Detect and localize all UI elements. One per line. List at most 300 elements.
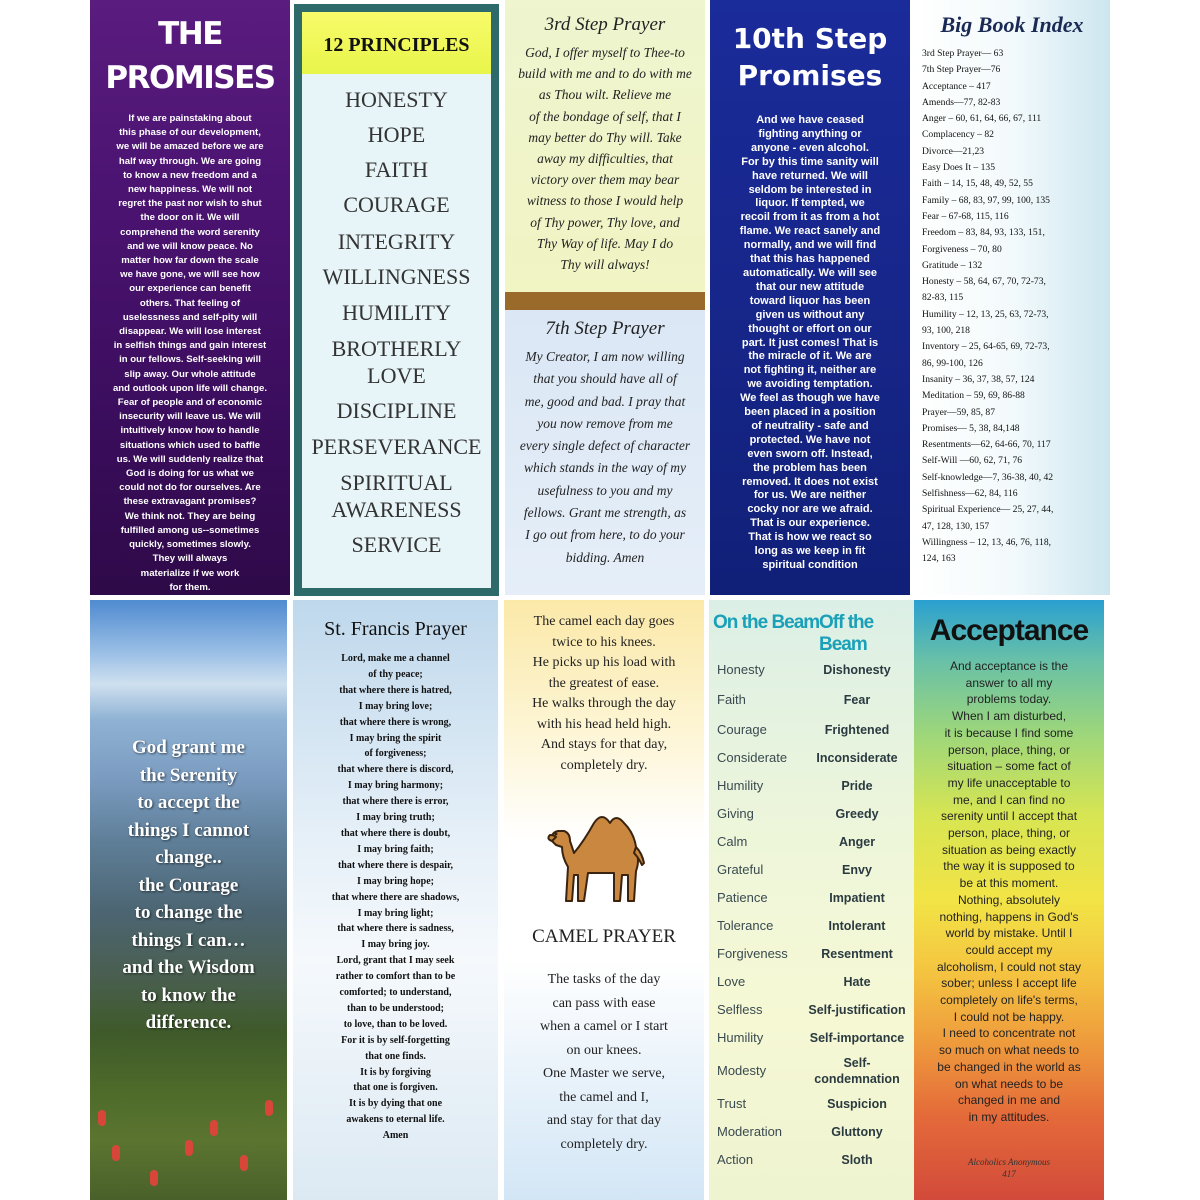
- tenth-step-line: part. It just comes! That is: [741, 336, 879, 349]
- acceptance-title: Acceptance: [929, 614, 1089, 647]
- st-francis-line: I may bring love;: [358, 700, 433, 712]
- acceptance-line: And acceptance is the: [949, 659, 1069, 673]
- index-entry: Acceptance – 417: [922, 80, 991, 92]
- off-beam-item: Gluttony: [831, 1125, 883, 1139]
- promises-line: these extravagant promises?: [123, 496, 257, 508]
- promises-line: quickly, sometimes slowly.: [129, 539, 251, 551]
- tenth-step-line: we avoiding temptation.: [747, 378, 873, 391]
- serenity-line: to accept the: [137, 792, 240, 813]
- serenity-line: the Courage: [138, 874, 239, 896]
- camel-intro-line: the greatest of ease.: [548, 675, 660, 691]
- acceptance-line: completely on life's terms,: [940, 993, 1078, 1008]
- tenth-step-line: not fighting it, neither are: [743, 364, 877, 377]
- tenth-step-line: that this has happened: [750, 253, 870, 266]
- third-step-line: Thy Way of life. May I do: [536, 235, 674, 251]
- st-francis-line: that where there is doubt,: [340, 827, 451, 839]
- acceptance-line: answer to all my: [965, 675, 1053, 690]
- tenth-step-title: [710, 20, 910, 94]
- camel-prayer-line: The tasks of the day: [547, 972, 661, 987]
- promises-line: intuitively know how to handle: [120, 425, 260, 437]
- tenth-step-line: recoil from it as from a hot: [740, 211, 880, 224]
- acceptance-line: changed in me and: [957, 1093, 1061, 1108]
- tenth-step-line: We feel as though we have: [740, 392, 880, 405]
- tenth-step-line: removed. It does not exist: [742, 475, 878, 488]
- on-beam-item: Grateful: [717, 862, 764, 877]
- principles-bookmark: [294, 4, 499, 596]
- promises-line: comprehend the word serenity: [120, 226, 260, 238]
- st-francis-prayer-bookmark: [293, 600, 498, 1200]
- third-step-text: [505, 42, 705, 275]
- promises-line: half way through. We are going: [118, 155, 262, 167]
- index-entry: Self-Will —60, 62, 71, 76: [922, 455, 1023, 467]
- seventh-step-title: 7th Step Prayer: [545, 318, 665, 339]
- on-beam-item: Humility: [717, 778, 764, 793]
- st-francis-line: to love, than to be loved.: [343, 1018, 448, 1030]
- acceptance-line: the way it is supposed to: [943, 859, 1075, 874]
- st-francis-line: I may bring faith;: [357, 843, 434, 855]
- acceptance-line: on what needs to be: [954, 1076, 1064, 1091]
- on-the-beam-heading: On the Beam: [713, 612, 820, 633]
- st-francis-line: Lord, make me a channel: [341, 653, 450, 664]
- tenth-step-line: protected. We have not: [749, 433, 871, 446]
- serenity-line: difference.: [145, 1012, 232, 1033]
- camel-intro-line: He walks through the day: [532, 696, 676, 711]
- acceptance-line: situation as being exactly: [941, 842, 1077, 857]
- st-francis-line: that where there is hatred,: [339, 684, 452, 696]
- principle-item: BROTHERLY: [331, 336, 462, 361]
- camel-intro-line: He picks up his load with: [532, 655, 676, 670]
- camel-prayer-text: [504, 968, 704, 1156]
- index-entry: Complacency – 82: [922, 129, 994, 141]
- promises-line: and we will know peace. No: [127, 240, 253, 252]
- index-entry: Fear – 67-68, 115, 116: [922, 210, 1009, 222]
- index-entry: Gratitude – 132: [922, 259, 983, 271]
- promises-line: the door on it. We will: [140, 212, 240, 224]
- acceptance-line: Nothing, absolutely: [957, 892, 1061, 907]
- third-step-line: of the bondage of self, that I: [529, 108, 681, 124]
- serenity-line: things I can…: [131, 929, 246, 951]
- off-beam-item: Self- condemnation: [814, 1056, 900, 1086]
- index-entry: Divorce—21,23: [922, 145, 985, 157]
- principle-item: FAITH: [364, 157, 429, 182]
- off-beam-item: Inconsiderate: [816, 751, 898, 765]
- principle-item: AWARENESS: [331, 497, 462, 522]
- tenth-step-line: long as we keep in fit: [754, 545, 866, 558]
- serenity-line: things I cannot: [127, 819, 250, 841]
- tenth-step-line: been placed in a position: [744, 406, 876, 419]
- tenth-step-line: even sworn off. Instead,: [747, 447, 873, 460]
- promises-line: for them.: [169, 581, 211, 593]
- promises-line: insecurity will leave us. We will: [119, 411, 261, 423]
- index-entry: Faith – 14, 15, 48, 49, 52, 55: [922, 178, 1033, 190]
- principle-item: COURAGE: [343, 192, 450, 217]
- tenth-step-line: And we have ceased: [756, 114, 864, 126]
- tenth-step-title-line1: 10th Step: [732, 22, 888, 55]
- tenth-step-line: thought or effort on our: [748, 322, 872, 335]
- principle-item: WILLINGNESS: [322, 264, 471, 289]
- flower-decoration: [210, 1120, 218, 1136]
- off-beam-item: Pride: [841, 779, 873, 793]
- tenth-step-line: of neutrality - safe and: [751, 419, 869, 432]
- index-entry: Meditation – 59, 69, 86-88: [922, 390, 1025, 402]
- promises-line: in our fellows. Self-seeking will: [119, 354, 261, 366]
- serenity-line: to change the: [134, 902, 243, 923]
- seventh-step-line: me, good and bad. I pray that: [524, 393, 686, 409]
- st-francis-line: comforted; to understand,: [339, 987, 452, 999]
- serenity-line: God grant me: [132, 737, 245, 758]
- on-beam-item: Forgiveness: [717, 946, 788, 961]
- serenity-line: to know the: [140, 984, 236, 1006]
- promises-line: we will be amazed before we are: [116, 141, 264, 153]
- on-beam-item: Faith: [717, 692, 746, 707]
- acceptance-line: it is because I find some: [944, 725, 1074, 740]
- promises-line: us. We will suddenly realize that: [116, 453, 264, 465]
- principle-item: DISCIPLINE: [336, 398, 457, 423]
- promises-line: regret the past nor wish to shut: [118, 198, 262, 210]
- acceptance-line: person, place, thing, or: [947, 742, 1071, 757]
- on-beam-item: Courage: [717, 722, 767, 737]
- camel-intro-line: And stays for that day,: [540, 737, 668, 752]
- acceptance-line: so much on what needs to: [938, 1043, 1080, 1058]
- off-beam-item: Dishonesty: [823, 663, 891, 677]
- tenth-step-line: that our new attitude: [755, 280, 865, 293]
- index-entry: Easy Does It – 135: [922, 162, 996, 174]
- on-beam-item: Moderation: [717, 1124, 783, 1139]
- st-francis-line: Amen: [382, 1130, 409, 1142]
- on-beam-item: Modesty: [717, 1063, 767, 1078]
- promises-line: uselessness and self-pity will: [122, 311, 258, 323]
- serenity-line: the Serenity: [139, 764, 238, 786]
- off-beam-item: Impatient: [829, 891, 885, 905]
- seventh-step-line: I go out from here, to do your: [525, 527, 685, 543]
- camel-intro-line: The camel each day goes: [533, 614, 675, 629]
- index-entry: Freedom – 83, 84, 93, 133, 151,: [922, 227, 1045, 239]
- st-francis-line: I may bring harmony;: [347, 780, 444, 792]
- flower-decoration: [112, 1145, 120, 1161]
- index-entry: Inventory – 25, 64-65, 69, 72-73,: [922, 341, 1050, 353]
- camel-prayer-line: the camel and I,: [559, 1089, 649, 1105]
- third-step-line: as Thou wilt. Relieve me: [538, 87, 672, 103]
- seventh-step-line: which stands in the way of my: [524, 460, 686, 476]
- index-entry: 47, 128, 130, 157: [922, 520, 990, 532]
- st-francis-line: I may bring light;: [357, 907, 434, 919]
- on-beam-item: Calm: [717, 834, 748, 849]
- promises-line: we have gone, we will see how: [120, 269, 260, 281]
- tenth-step-line: have returned. We will: [752, 169, 868, 182]
- off-the-beam-heading: Off the Beam: [819, 612, 874, 655]
- tenth-step-line: flame. We react sanely and: [739, 225, 881, 238]
- camel-icon: [544, 783, 664, 908]
- acceptance-line: be at this moment.: [959, 876, 1059, 891]
- flower-decoration: [240, 1155, 248, 1171]
- seventh-step-line: that you should have all of: [533, 371, 677, 387]
- promises-line: to know a new freedom and a: [123, 169, 257, 181]
- camel-prayer-title: CAMEL PRAYER: [532, 926, 676, 947]
- st-francis-line: that where there are shadows,: [331, 891, 460, 903]
- tenth-step-line: That is our experience.: [750, 517, 870, 530]
- seventh-step-line: usefulness to you and my: [537, 482, 673, 498]
- promises-line: They will always: [152, 553, 228, 565]
- principle-item: SPIRITUAL: [340, 470, 453, 495]
- third-step-line: of Thy power, Thy love, and: [530, 214, 680, 230]
- acceptance-line: sober; unless I accept life: [941, 976, 1077, 991]
- third-step-line: God, I offer myself to Thee-to: [525, 45, 685, 60]
- tenth-step-line: the miracle of it. We are: [748, 350, 872, 363]
- off-beam-item: Fear: [843, 693, 871, 707]
- on-beam-item: Selfless: [717, 1002, 763, 1017]
- flower-decoration: [265, 1100, 273, 1116]
- on-beam-item: Tolerance: [717, 918, 774, 933]
- st-francis-line: It is by dying that one: [348, 1098, 443, 1110]
- off-beam-item: Suspicion: [827, 1097, 887, 1111]
- tenth-step-line: For by this time sanity will: [741, 155, 879, 168]
- st-francis-line: For it is by self-forgetting: [341, 1034, 450, 1046]
- acceptance-line: me, and I can find no: [952, 792, 1066, 807]
- index-entry: Spiritual Experience— 25, 27, 44,: [922, 504, 1054, 516]
- on-beam-item: Trust: [717, 1096, 747, 1111]
- tenth-step-line: cocky nor are we afraid.: [747, 503, 873, 516]
- promises-line: disappear. We will lose interest: [119, 326, 261, 338]
- st-francis-line: that one is forgiven.: [353, 1082, 438, 1094]
- st-francis-line: that where there is discord,: [337, 764, 454, 776]
- acceptance-source: [914, 1156, 1104, 1180]
- index-entry: Willingness – 12, 13, 46, 76, 118,: [922, 536, 1052, 548]
- promises-line: could not do for ourselves. Are: [119, 482, 261, 494]
- tenth-step-text: [710, 114, 910, 573]
- st-francis-line: than to be understood;: [347, 1002, 444, 1014]
- tenth-step-promises-bookmark: [710, 0, 910, 595]
- divider-bar: [505, 292, 705, 310]
- camel-prayer-line: completely dry.: [560, 1136, 648, 1152]
- acceptance-line: be changed in the world as: [937, 1059, 1081, 1074]
- third-step-line: away my difficulties, that: [537, 151, 673, 167]
- principle-item: PERSEVERANCE: [311, 434, 482, 459]
- index-entry: Resentments—62, 64-66, 70, 117: [922, 439, 1051, 451]
- index-entry: 124, 163: [922, 553, 956, 565]
- on-beam-item: Honesty: [717, 662, 765, 677]
- acceptance-text: [914, 658, 1104, 1126]
- st-francis-line: that where there is sadness,: [337, 923, 454, 935]
- third-step-title: 3rd Step Prayer: [544, 14, 666, 35]
- promises-line: materialize if we work: [140, 567, 240, 579]
- principle-item: SERVICE: [351, 532, 442, 557]
- serenity-prayer-bookmark: [90, 600, 287, 1200]
- serenity-line: and the Wisdom: [122, 957, 255, 978]
- tenth-step-line: liquor. If tempted, we: [755, 197, 865, 210]
- index-entry: 93, 100, 218: [922, 325, 970, 337]
- principle-item: HOPE: [367, 122, 426, 147]
- principle-item: LOVE: [367, 363, 426, 388]
- st-francis-line: I may bring the spirit: [349, 732, 442, 744]
- camel-intro-line: twice to his knees.: [552, 634, 656, 650]
- acceptance-line: alcoholism, I could not stay: [936, 959, 1082, 974]
- tenth-step-line: for us. We are neither: [753, 489, 867, 502]
- st-francis-line: awakens to eternal life.: [346, 1114, 445, 1126]
- acceptance-line: situation – some fact of: [947, 759, 1071, 774]
- tenth-step-line: seldom be interested in: [748, 183, 872, 196]
- tenth-step-line: automatically. We will see: [742, 266, 878, 279]
- flower-decoration: [98, 1110, 106, 1126]
- off-beam-item: Hate: [843, 975, 871, 989]
- tenth-step-line: given us without any: [755, 308, 865, 321]
- promises-line: slip away. Our whole attitude: [124, 368, 256, 380]
- st-francis-line: of thy peace;: [368, 668, 423, 680]
- flower-decoration: [150, 1170, 158, 1186]
- camel-intro-line: completely dry.: [560, 757, 648, 773]
- third-step-line: victory over them may bear: [530, 172, 680, 188]
- big-book-title: Big Book Index: [940, 12, 1084, 37]
- st-francis-text: [293, 651, 498, 1144]
- off-beam-item: Intolerant: [828, 919, 886, 933]
- tenth-step-title-line2: Promises: [737, 59, 883, 92]
- promises-line: matter how far down the scale: [121, 255, 259, 267]
- camel-intro-line: with his head held high.: [536, 716, 672, 732]
- acceptance-line: When I am disturbed,: [951, 709, 1067, 724]
- index-entry: Anger – 60, 61, 64, 66, 67, 111: [922, 113, 1042, 125]
- index-entry: Honesty – 58, 64, 67, 70, 72-73,: [922, 276, 1046, 288]
- off-beam-item: Sloth: [841, 1153, 873, 1167]
- tenth-step-line: normally, and we will find: [743, 239, 877, 252]
- promises-text: [90, 112, 290, 595]
- seventh-step-line: My Creator, I am now willing: [525, 349, 685, 364]
- seventh-step-prayer-bookmark: [505, 310, 705, 595]
- third-step-line: may better do Thy will. Take: [528, 129, 682, 145]
- seventh-step-line: bidding. Amen: [565, 549, 645, 565]
- st-francis-title: St. Francis Prayer: [324, 618, 467, 640]
- st-francis-line: Lord, grant that I may seek: [336, 955, 455, 967]
- tenth-step-line: spiritual condition: [762, 559, 858, 571]
- principles-title: 12 PRINCIPLES: [302, 12, 491, 74]
- principle-item: HUMILITY: [342, 300, 451, 325]
- camel-prayer-bookmark: [504, 600, 704, 1200]
- index-entry: 7th Step Prayer—76: [922, 64, 1001, 76]
- promises-line: situations which used to baffle: [119, 439, 261, 451]
- off-beam-item: Self-importance: [809, 1031, 905, 1045]
- tenth-step-line: fighting anything or: [758, 127, 862, 140]
- third-step-line: build with me and to do with me: [518, 66, 692, 82]
- camel-prayer-line: and stay for that day: [546, 1113, 662, 1128]
- tenth-step-line: That is how we react so: [748, 531, 872, 544]
- index-entry: Amends—77, 82-83: [922, 96, 1001, 108]
- st-francis-line: that one finds.: [365, 1050, 426, 1062]
- promises-line: God is doing for us what we: [126, 468, 254, 480]
- acceptance-line: I need to concentrate not: [942, 1026, 1076, 1041]
- st-francis-line: that where there is despair,: [337, 859, 454, 871]
- on-beam-item: Love: [717, 974, 746, 989]
- acceptance-bookmark: [914, 600, 1104, 1200]
- acceptance-line: person, place, thing, or: [947, 826, 1071, 841]
- on-beam-item: Patience: [717, 890, 768, 905]
- third-step-prayer-bookmark: [505, 0, 705, 292]
- acceptance-line: world by mistake. Until I: [945, 926, 1073, 941]
- promises-line: Fear of people and of economic: [117, 397, 263, 409]
- promises-line: fulfilled among us--sometimes: [120, 524, 260, 536]
- seventh-step-line: you now remove from me: [537, 415, 673, 431]
- off-beam-item: Envy: [842, 863, 872, 877]
- seventh-step-text: [505, 346, 705, 569]
- st-francis-line: I may bring joy.: [361, 939, 430, 951]
- beam-bookmark: [709, 600, 914, 1200]
- off-beam-item: Frightened: [824, 723, 890, 737]
- index-entry: Self-knowledge—7, 36-38, 40, 42: [922, 471, 1054, 483]
- promises-title: THE PROMISES: [105, 16, 275, 96]
- big-book-index-bookmark: [914, 0, 1110, 595]
- index-entry: Forgiveness – 70, 80: [922, 243, 1002, 255]
- index-entry: 82-83, 115: [922, 292, 964, 304]
- index-entry: Family – 68, 83, 97, 99, 100, 135: [922, 194, 1050, 206]
- st-francis-line: that where there is error,: [342, 796, 449, 808]
- serenity-line: change..: [155, 847, 222, 868]
- on-beam-item: Action: [717, 1152, 754, 1167]
- principle-item: HONESTY: [345, 87, 448, 112]
- big-book-index-list: [914, 46, 1110, 568]
- tenth-step-line: toward liquor has been: [749, 294, 871, 307]
- index-entry: Selfishness—62, 84, 116: [922, 488, 1018, 500]
- acceptance-line: in my attitudes.: [968, 1109, 1050, 1124]
- camel-prayer-line: on our knees.: [566, 1042, 642, 1058]
- index-entry: Promises— 5, 38, 84,148: [922, 422, 1020, 434]
- camel-prayer-line: One Master we serve,: [542, 1066, 666, 1081]
- promises-line: our experience can benefit: [129, 283, 251, 295]
- st-francis-line: It is by forgiving: [360, 1066, 431, 1078]
- off-beam-item: Anger: [838, 835, 876, 849]
- promises-bookmark: [90, 0, 290, 595]
- promises-line: If we are painstaking about: [128, 113, 252, 124]
- promises-line: We think not. They are being: [124, 510, 256, 522]
- acceptance-line: my life unacceptable to: [947, 775, 1071, 790]
- tenth-step-line: anyone - even alcohol.: [751, 141, 869, 154]
- index-entry: Humility – 12, 13, 25, 63, 72-73,: [922, 308, 1049, 320]
- principle-item: INTEGRITY: [337, 229, 456, 254]
- promises-line: this phase of our development,: [119, 127, 261, 139]
- off-beam-item: Resentment: [821, 947, 893, 961]
- index-entry: 86, 99-100, 126: [922, 357, 983, 369]
- promises-line: in selfish things and gain interest: [113, 340, 267, 352]
- st-francis-line: of forgiveness;: [364, 748, 427, 760]
- index-entry: Insanity – 36, 37, 38, 57, 124: [922, 373, 1035, 385]
- seventh-step-line: fellows. Grant me strength, as: [523, 505, 687, 521]
- on-beam-item: Considerate: [717, 750, 788, 765]
- st-francis-line: I may bring hope;: [357, 875, 434, 887]
- index-entry: 3rd Step Prayer— 63: [922, 48, 1004, 59]
- principles-panel: [302, 12, 491, 588]
- off-beam-item: Greedy: [835, 807, 879, 821]
- promises-line: new happiness. We will not: [127, 184, 253, 196]
- camel-intro-text: [504, 612, 704, 776]
- promises-line: and outlook upon life will change.: [112, 382, 268, 394]
- camel-prayer-line: can pass with ease: [552, 995, 656, 1011]
- tenth-step-line: the problem has been: [753, 461, 867, 474]
- seventh-step-line: every single defect of character: [519, 438, 691, 454]
- on-beam-item: Giving: [717, 806, 754, 821]
- serenity-text: [90, 734, 287, 1037]
- acceptance-source-page: 417: [1002, 1169, 1016, 1179]
- st-francis-line: rather to comfort than to be: [335, 971, 456, 983]
- acceptance-line: could accept my: [965, 942, 1053, 957]
- acceptance-line: serenity until I accept that: [940, 809, 1078, 824]
- on-beam-item: Humility: [717, 1030, 764, 1045]
- st-francis-line: I may bring truth;: [356, 812, 435, 824]
- index-entry: Prayer—59, 85, 87: [922, 406, 996, 418]
- acceptance-line: nothing, happens in God's: [939, 909, 1079, 924]
- promises-line: others. That feeling of: [139, 297, 241, 309]
- third-step-line: witness to those I would help: [526, 193, 684, 209]
- third-step-line: Thy will always!: [560, 257, 650, 273]
- st-francis-line: that where there is wrong,: [339, 716, 452, 728]
- acceptance-source-book: Alcoholics Anonymous: [967, 1157, 1051, 1167]
- acceptance-line: I could not be happy.: [953, 1009, 1065, 1024]
- acceptance-line: problems today.: [966, 692, 1052, 707]
